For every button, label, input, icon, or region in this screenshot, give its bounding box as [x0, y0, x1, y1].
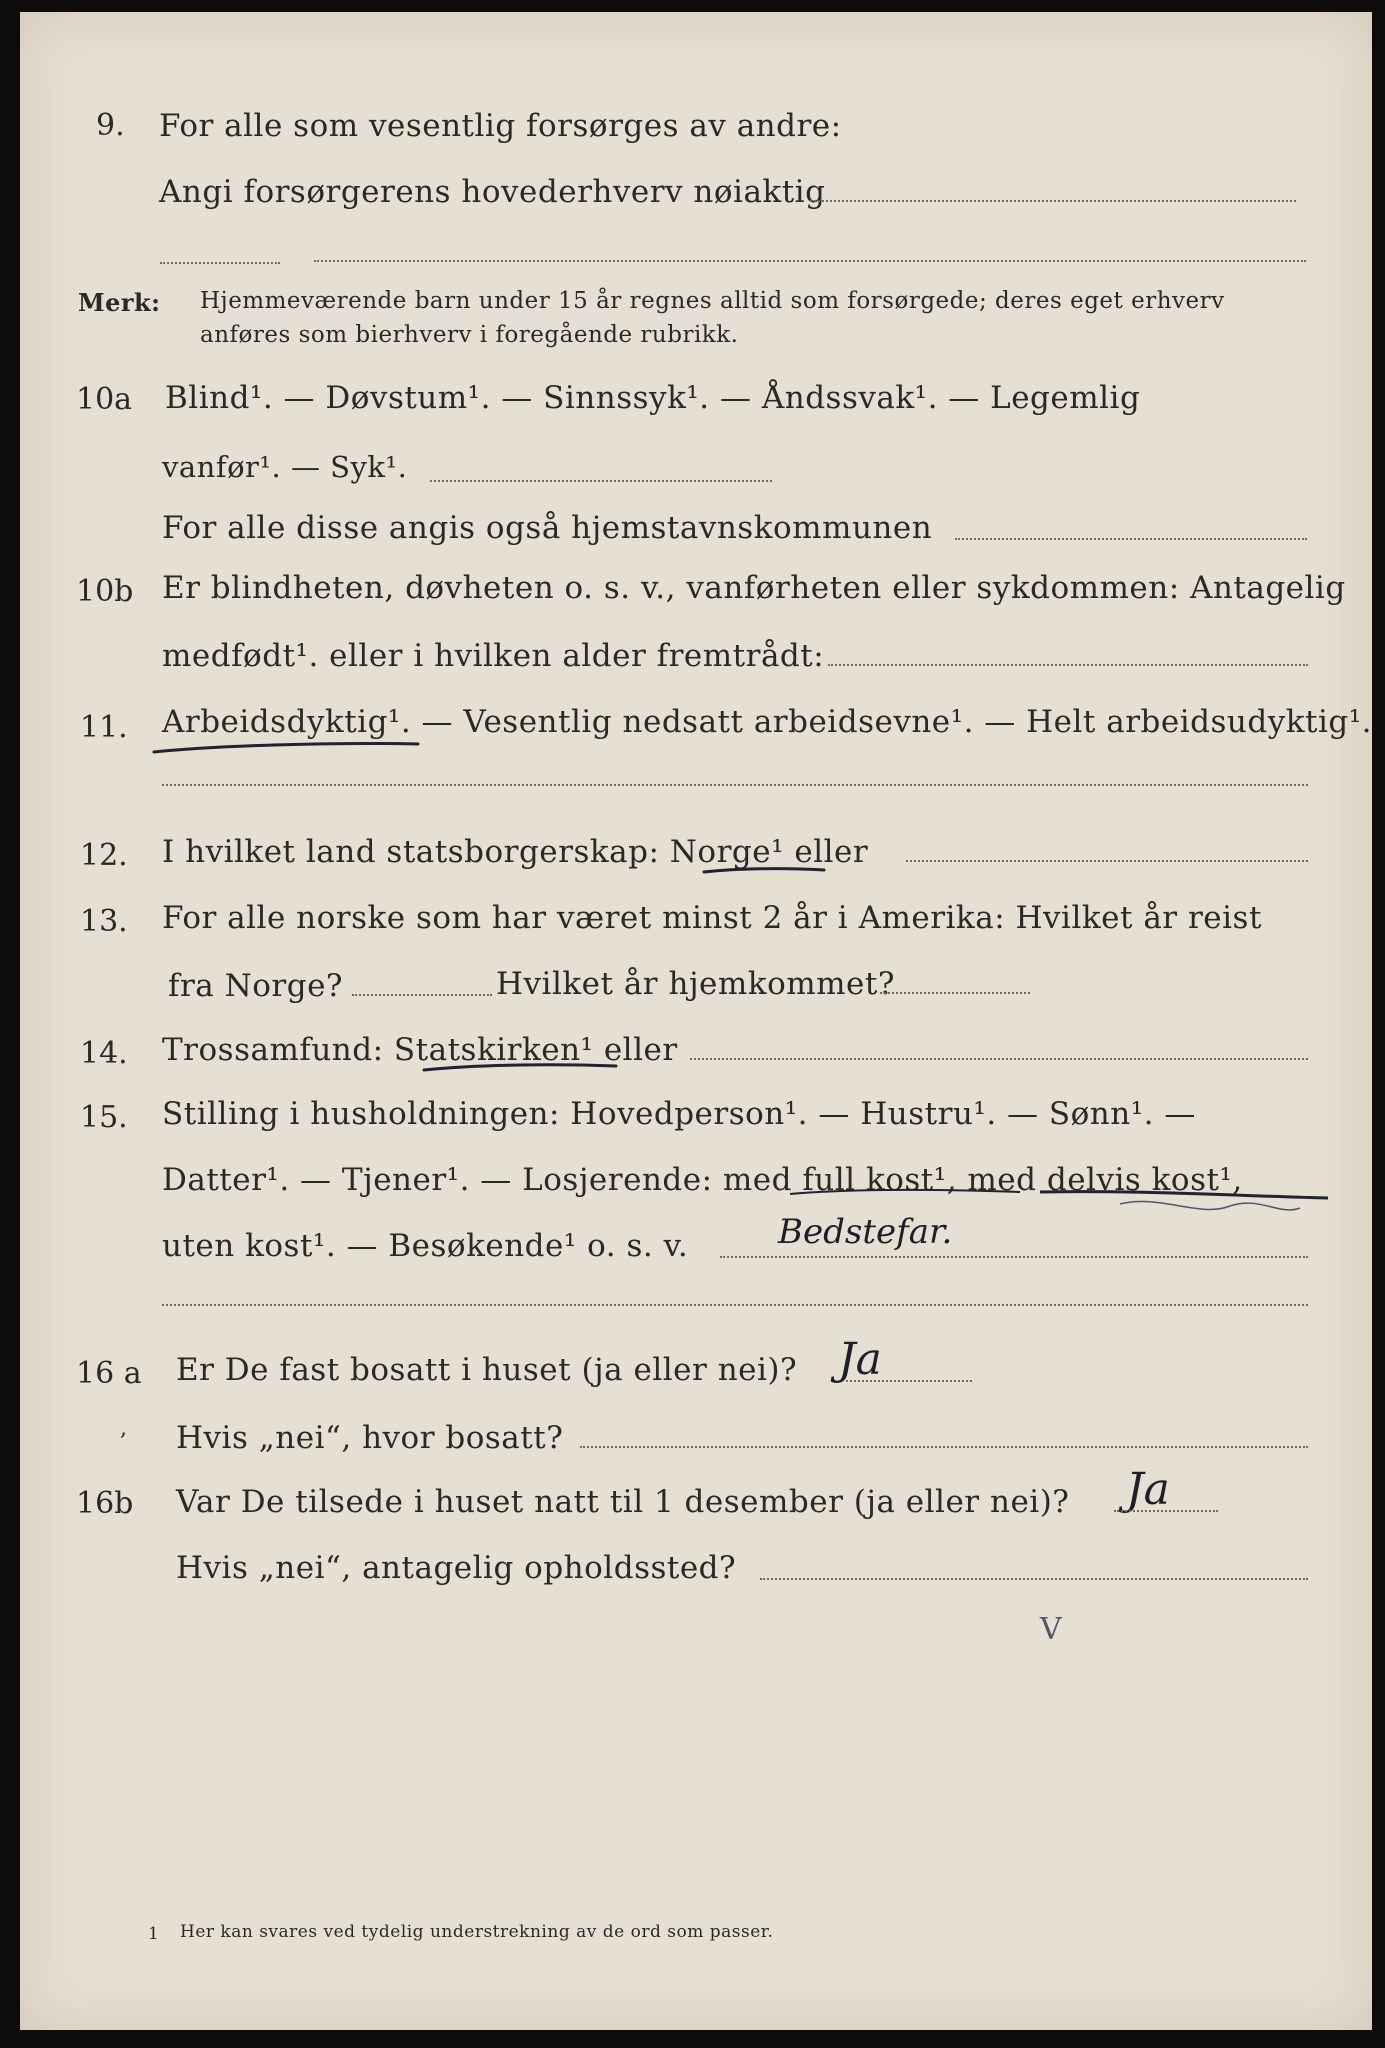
q15-extra-line	[162, 1304, 1308, 1306]
q12-underline-mark	[700, 860, 830, 882]
q11-number: 11.	[80, 710, 128, 745]
checker-mark: V	[1040, 1612, 1062, 1647]
q16b-line2: Hvis „nei“, antagelig opholdssted?	[176, 1550, 737, 1586]
q16a-residence-line	[580, 1446, 1308, 1448]
q12-line1: I hvilket land statsborgerskap: Norge¹ eller	[162, 834, 869, 870]
q9-answer-line	[810, 200, 1296, 202]
q15-line3: uten kost¹. — Besøkende¹ o. s. v.	[162, 1228, 689, 1264]
footnote-text: Her kan svares ved tydelig understrekning av de ord som passer.	[180, 1922, 774, 1942]
q15-line1: Stilling i husholdningen: Hovedperson¹. — Hustru¹. — Sønn¹. —	[162, 1096, 1196, 1132]
q16a-line2: Hvis „nei“, hvor bosatt?	[176, 1420, 564, 1456]
q13-line2a: fra Norge?	[168, 968, 344, 1004]
q9-line2: Angi forsørgerens hovederhverv nøiaktig	[159, 174, 826, 210]
q11-underline-mark	[150, 730, 420, 760]
q9-extra-line-1	[160, 262, 280, 264]
footnote-marker: 1	[148, 1924, 160, 1944]
q14-line1: Trossamfund: Statskirken¹ eller	[162, 1032, 678, 1068]
q14-answer-line	[690, 1058, 1308, 1060]
q16b-stay-line	[760, 1578, 1308, 1580]
q13-line2b: Hvilket år hjemkommet?	[496, 966, 895, 1002]
q15-answer-handwritten: Bedstefar.	[778, 1212, 953, 1252]
q13-year-return-line	[880, 992, 1030, 994]
q10a-municipality-line	[955, 538, 1307, 540]
q11-line1: Arbeidsdyktig¹. — Vesentlig nedsatt arbeidsevne¹. — Helt arbeidsudyktig¹.	[162, 704, 1373, 740]
q10a-line2: vanfør¹. — Syk¹.	[162, 450, 408, 484]
q13-number: 13.	[80, 904, 128, 939]
q10a-line3: For alle disse angis også hjemstavnskommunen	[162, 510, 933, 546]
q16a-tick-mark: ,	[120, 1416, 128, 1441]
q9-extra-line-2	[314, 260, 1306, 262]
q10b-answer-line	[828, 664, 1308, 666]
q15-answer-line	[720, 1256, 1308, 1258]
census-form-page	[20, 12, 1372, 2030]
q15-number: 15.	[80, 1100, 128, 1135]
q16a-number: 16 a	[76, 1356, 142, 1391]
q13-year-left-line	[352, 994, 492, 996]
q10b-line2: medfødt¹. eller i hvilken alder fremtrådt:	[162, 638, 825, 674]
q16a-answer-line	[846, 1380, 972, 1382]
q16b-answer-handwritten: Ja	[1126, 1464, 1170, 1515]
q14-number: 14.	[80, 1036, 128, 1071]
note-line1: Hjemmeværende barn under 15 år regnes alltid som forsørgede; deres eget erhverv	[200, 288, 1225, 314]
q14-underline-mark	[420, 1056, 620, 1078]
q10b-number: 10b	[76, 574, 134, 609]
q9-line1: For alle som vesentlig forsørges av andre:	[159, 108, 842, 144]
q16a-line1: Er De fast bosatt i huset (ja eller nei)?	[176, 1352, 798, 1388]
q16b-number: 16b	[76, 1486, 134, 1521]
q12-answer-line	[906, 860, 1308, 862]
q13-line1: For alle norske som har været minst 2 år i Amerika: Hvilket år reist	[162, 900, 1262, 936]
q10a-line1: Blind¹. — Døvstum¹. — Sinnssyk¹. — Åndssvak¹. — Legemlig	[165, 380, 1141, 416]
q10a-number: 10a	[76, 382, 133, 417]
q10b-line1: Er blindheten, døvheten o. s. v., vanførheten eller sykdommen: Antagelig	[162, 570, 1346, 606]
q16b-line1: Var De tilsede i huset natt til 1 desember (ja eller nei)?	[176, 1484, 1070, 1520]
q16a-answer-handwritten: Ja	[838, 1334, 882, 1385]
q15-line2: Datter¹. — Tjener¹. — Losjerende: med full kost¹, med delvis kost¹,	[162, 1162, 1243, 1198]
q11-extra-line	[162, 784, 1308, 786]
note-line2: anføres som bierhverv i foregående rubrikk.	[200, 322, 739, 348]
q9-number: 9.	[96, 108, 125, 143]
q10a-answer-line	[430, 480, 772, 482]
note-label: Merk:	[78, 288, 161, 317]
q16b-answer-line	[1114, 1510, 1218, 1512]
q12-number: 12.	[80, 838, 128, 873]
